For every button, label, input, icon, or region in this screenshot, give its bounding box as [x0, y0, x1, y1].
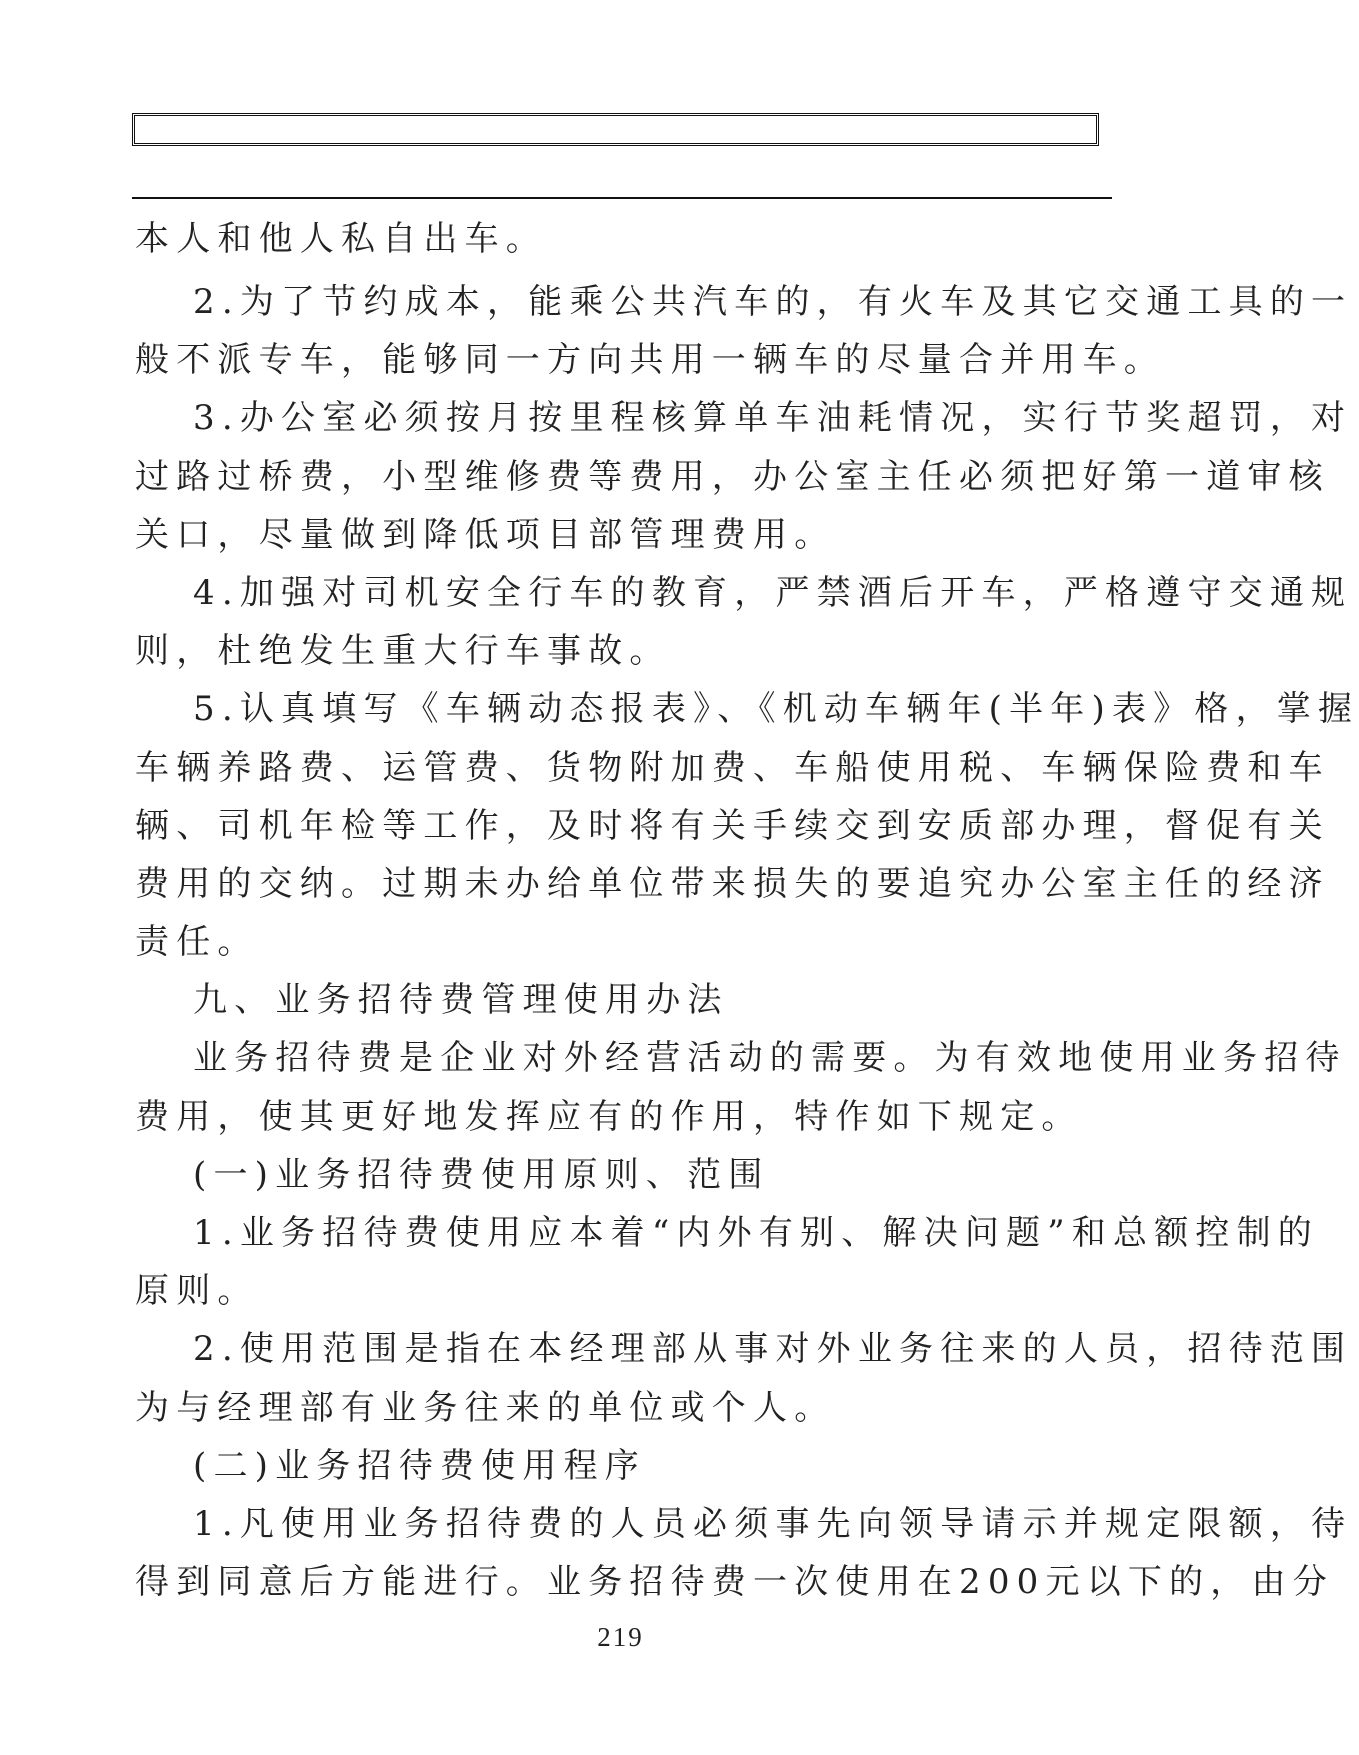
text-line: 费用的交纳。过期未办给单位带来损失的要追究办公室主任的经济: [135, 863, 1330, 904]
text-line: 1.业务招待费使用应本着“内外有别、解决问题”和总额控制的: [193, 1213, 1320, 1253]
text-line: 车辆养路费、运管费、货物附加费、车船使用税、车辆保险费和车: [135, 747, 1330, 788]
text-line: 为与经理部有业务往来的单位或个人。: [135, 1387, 836, 1428]
header-box: [132, 113, 1099, 146]
subsection-heading: (一)业务招待费使用原则、范围: [193, 1154, 770, 1195]
text-line: 得到同意后方能进行。业务招待费一次使用在200元以下的，由分: [135, 1562, 1334, 1603]
text-line: 1.凡使用业务招待费的人员必须事先向领导请示并规定限额，待: [193, 1503, 1353, 1544]
text-line: 业务招待费是企业对外经营活动的需要。为有效地使用业务招待: [193, 1038, 1347, 1079]
text-line: 辆、司机年检等工作，及时将有关手续交到安质部办理，督促有关: [135, 805, 1330, 846]
text-line: 5.认真填写《车辆动态报表》、《机动车辆年(半年)表》格，掌握: [193, 689, 1359, 730]
text-line: 责任。: [135, 922, 259, 963]
header-rule: [132, 197, 1112, 199]
document-body: [135, 205, 1359, 1611]
text-line: 费用，使其更好地发挥应有的作用，特作如下规定。: [135, 1096, 1083, 1137]
text-line: 过路过桥费，小型维修费等费用，办公室主任必须把好第一道审核: [135, 456, 1330, 497]
page-number: 219: [597, 1622, 644, 1652]
text-line: 本人和他人私自出车。: [135, 219, 547, 259]
text-line: 般不派专车，能够同一方向共用一辆车的尽量合并用车。: [135, 340, 1165, 381]
text-line: 则，杜绝发生重大行车事故。: [135, 631, 671, 672]
text-line: 2.使用范围是指在本经理部从事对外业务往来的人员，招待范围: [193, 1329, 1353, 1370]
text-line: 4.加强对司机安全行车的教育，严禁酒后开车，严格遵守交通规: [193, 572, 1353, 613]
text-line: 2.为了节约成本，能乘公共汽车的，有火车及其它交通工具的一: [193, 282, 1353, 322]
text-line: 3.办公室必须按月按里程核算单车油耗情况，实行节奖超罚，对: [193, 398, 1353, 439]
subsection-heading: (二)业务招待费使用程序: [193, 1445, 646, 1486]
section-heading: 九、业务招待费管理使用办法: [193, 980, 729, 1021]
text-line: 原则。: [135, 1271, 259, 1312]
text-line: 关口，尽量做到降低项目部管理费用。: [135, 514, 836, 555]
